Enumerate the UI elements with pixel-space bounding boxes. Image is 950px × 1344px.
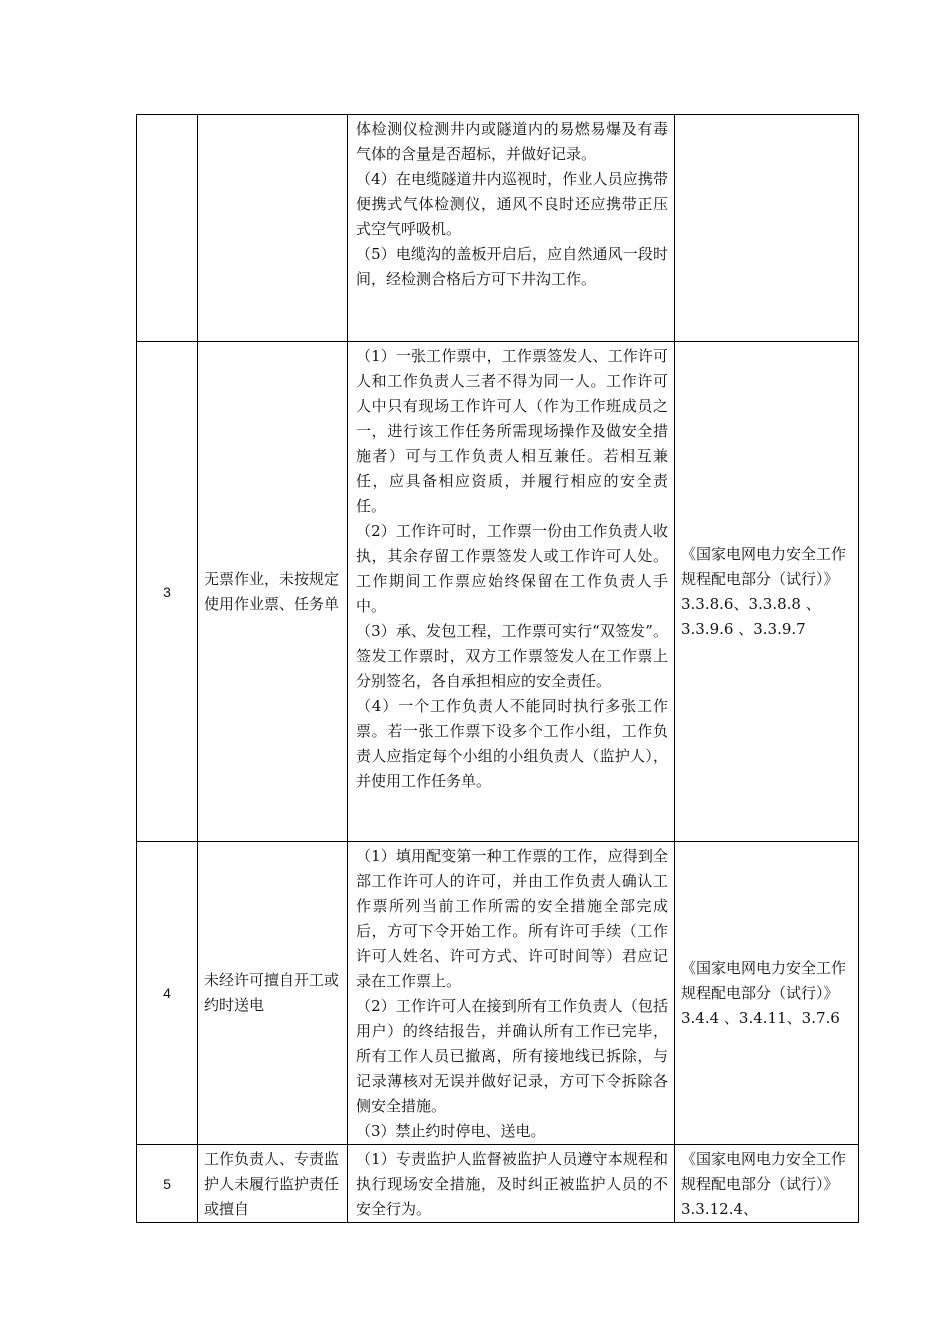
row-number	[137, 115, 198, 342]
measure-text: （3）承、发包工程，工作票可实行“双签发”。签发工作票时，双方工作票签发人在工作票上分别签名，各自承担相应的安全责任。	[356, 622, 668, 690]
table-row	[137, 1145, 859, 1223]
hazard-item: 无票作业，未按规定使用作业票、任务单	[198, 342, 348, 842]
measure-text: （1）填用配变第一种工作票的工作，应得到全部工作许可人的许可，并由工作负责人确认工作票所列当前工作所需的安全措施全部完成后，方可下令开始工作。所有许可手续（工作许可人姓名、许可方式、许可时间等）君应记录在工作票上。	[356, 847, 668, 990]
basis-cell: 《国家电网电力安全工作规程配电部分（试行）》3.3.12.4、	[675, 1145, 859, 1223]
measure-text: （4）在电缆隧道井内巡视时，作业人员应携带便携式气体检测仪，通风不良时还应携带正压式空气呼吸机。	[356, 170, 668, 238]
table-row	[137, 115, 859, 342]
basis-cell: 《国家电网电力安全工作规程配电部分（试行）》3.3.8.6、3.3.8.8 、 3.3.9.6 、3.3.9.7	[675, 342, 859, 842]
hazard-item	[198, 115, 348, 342]
measure-text: （1）专责监护人监督被监护人员遵守本规程和执行现场安全措施，及时纠正被监护人员的不安全行为。	[356, 1150, 668, 1218]
measure-text: （1）一张工作票中，工作票签发人、工作许可人和工作负责人三者不得为同一人。工作许可人中只有现场工作许可人（作为工作班成员之一，进行该工作任务所需现场操作及做安全措施者）可与工作负责人相互兼任。若相互兼任，应具备相应资质，并履行相应的安全责任。	[356, 347, 668, 515]
measure-text: （2）工作许可人在接到所有工作负责人（包括用户）的终结报告，并确认所有工作已完毕，所有工作人员已撤离，所有接地线已拆除，与记录薄核对无误并做好记录，方可下令拆除各侧安全措施。	[356, 997, 668, 1115]
measures-cell	[348, 115, 675, 342]
row-number: 4	[137, 842, 198, 1145]
measure-text: （3）禁止约时停电、送电。	[356, 1122, 546, 1140]
measures-cell	[348, 1145, 675, 1223]
measures-cell	[348, 342, 675, 842]
basis-cell	[675, 115, 859, 342]
hazard-measures-table	[136, 114, 859, 1223]
table-row	[137, 842, 859, 1145]
hazard-item: 工作负责人、专责监护人未履行监护责任或擅自	[198, 1145, 348, 1223]
measures-cell	[348, 842, 675, 1145]
row-number: 3	[137, 342, 198, 842]
row-number: 5	[137, 1145, 198, 1223]
table-row	[137, 342, 859, 842]
measure-text: （5）电缆沟的盖板开启后，应自然通风一段时间，经检测合格后方可下井沟工作。	[356, 245, 668, 288]
hazard-item: 未经许可擅自开工或约时送电	[198, 842, 348, 1145]
basis-cell: 《国家电网电力安全工作规程配电部分（试行）》3.4.4 、3.4.11、3.7.6	[675, 842, 859, 1145]
measure-text: （2）工作许可时，工作票一份由工作负责人收执，其余存留工作票签发人或工作许可人处。工作期间工作票应始终保留在工作负责人手中。	[356, 522, 668, 615]
measure-text: （4）一个工作负责人不能同时执行多张工作票。若一张工作票下设多个工作小组，工作负责人应指定每个小组的小组负责人（监护人），并使用工作任务单。	[356, 697, 668, 790]
measure-text: 体检测仪检测井内或隧道内的易燃易爆及有毒气体的含量是否超标，并做好记录。	[356, 120, 668, 163]
